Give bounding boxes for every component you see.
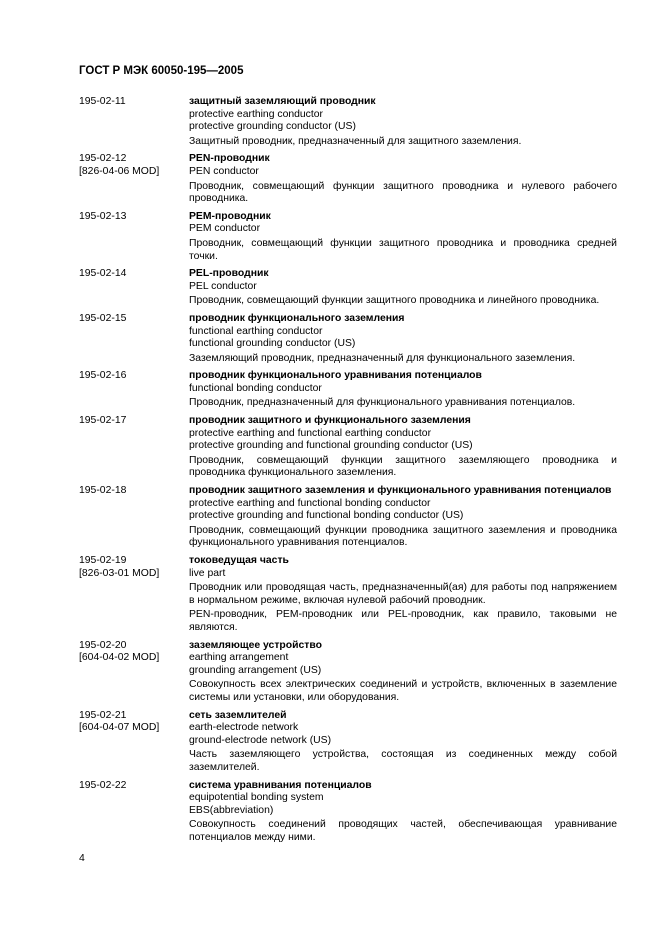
entry-body [189,211,617,263]
term-title: PEL-проводник [189,268,269,280]
entry-number-cell [79,485,189,550]
term-title: система уравнивания потенциалов [189,779,372,791]
entry-body [189,313,617,365]
definition: Проводник, совмещающий функции проводника защитного заземления и проводника функционального уравнивания потенциалов. [189,524,617,549]
term-entry [79,415,617,480]
page-number: 4 [79,853,85,864]
definition: Проводник, совмещающий функции защитного заземляющего проводника и проводника функционального заземления. [189,454,617,479]
entry-number-cell [79,370,189,410]
entry-number: 195-02-12 [79,153,127,165]
term-entry [79,211,617,263]
english-equivalent: protective earthing and functional earthing conductor [189,427,432,439]
english-equivalent: equipotential bonding system [189,792,324,804]
entry-body [189,555,617,635]
definition: PEN-проводник, PEM-проводник или PEL-проводник, как правило, таковыми не являются. [189,609,617,633]
entry-number: 195-02-21 [79,709,127,721]
entry-body [189,415,617,480]
english-equivalent: EBS(abbreviation) [189,804,274,816]
definition: Совокупность всех электрических соединений и устройств, включенных в заземление системы или установки, или оборудования. [189,679,617,703]
term-entry [79,485,617,550]
entry-reference: [826-03-01 MOD] [79,567,160,579]
term-title: PEM-проводник [189,210,271,222]
definition: Часть заземляющего устройства, состоящая из соединенных между собой заземлителей. [189,749,617,773]
entry-number: 195-02-22 [79,779,127,791]
term-entry [79,780,617,845]
term-title: проводник защитного и функционального заземления [189,415,471,427]
entry-reference: [826-04-06 MOD] [79,165,160,177]
entry-reference: [604-04-02 MOD] [79,652,160,664]
definition: Проводник, совмещающий функции защитного проводника и нулевого рабочего проводника. [189,180,617,205]
term-entry [79,710,617,775]
definition: Совокупность соединений проводящих частей, обеспечивающая уравнивание потенциалов между ними. [189,819,617,843]
term-entry [79,370,617,410]
entry-number-cell [79,780,189,845]
entry-body [189,268,617,308]
english-equivalent: protective grounding and functional grounding conductor (US) [189,440,473,452]
entry-number-cell [79,313,189,365]
term-title: заземляющее устройство [189,639,322,651]
entry-body [189,96,617,148]
entry-number: 195-02-19 [79,555,127,566]
term-title: проводник функционального уравнивания потенциалов [189,370,482,382]
entry-number-cell [79,268,189,308]
english-equivalent: functional grounding conductor (US) [189,338,356,350]
term-title: PEN-проводник [189,153,270,165]
entry-body [189,485,617,550]
term-entry [79,96,617,148]
entry-number: 195-02-13 [79,210,127,222]
term-title: сеть заземлителей [189,709,287,721]
definition: Проводник, совмещающий функции защитного проводника и проводника средней точки. [189,237,617,262]
entry-number-cell [79,415,189,480]
entry-number-cell [79,710,189,775]
entry-number: 195-02-20 [79,639,127,651]
english-equivalent: functional earthing conductor [189,325,323,337]
english-equivalent: protective grounding conductor (US) [189,121,356,133]
entry-number: 195-02-15 [79,312,127,324]
entry-number-cell [79,555,189,635]
term-title: проводник защитного заземления и функционального уравнивания потенциалов [189,485,612,497]
entry-number: 195-02-11 [79,96,126,107]
english-equivalent: ground-electrode network (US) [189,734,332,746]
english-equivalent: protective earthing and functional bonding conductor [189,497,431,509]
entry-body [189,640,617,705]
entry-number: 195-02-16 [79,370,127,382]
term-entry [79,640,617,705]
entry-number-cell [79,96,189,148]
definition: Проводник или проводящая часть, предназначенный(ая) для работы под напряжением в нормальном режиме, включая нулевой рабочий проводник. [189,582,617,606]
term-entry [79,268,617,308]
entry-body [189,780,617,845]
entry-body [189,370,617,410]
term-title: токоведущая часть [189,555,289,566]
entry-number: 195-02-18 [79,485,127,497]
entry-number-cell [79,153,189,205]
definition: Защитный проводник, предназначенный для защитного заземления. [189,135,522,147]
entry-body [189,153,617,205]
entry-reference: [604-04-07 MOD] [79,722,160,734]
english-equivalent: earth-electrode network [189,722,299,734]
english-equivalent: grounding arrangement (US) [189,664,322,676]
term-entries [79,96,617,849]
english-equivalent: PEM conductor [189,223,261,235]
definition: Проводник, предназначенный для функционального уравнивания потенциалов. [189,397,576,409]
term-entry [79,555,617,635]
entry-number: 195-02-14 [79,268,127,280]
document-header: ГОСТ Р МЭК 60050-195—2005 [79,65,244,77]
entry-number-cell [79,211,189,263]
english-equivalent: protective grounding and functional bonding conductor (US) [189,510,464,522]
term-entry [79,153,617,205]
english-equivalent: protective earthing conductor [189,108,324,120]
entry-body [189,710,617,775]
english-equivalent: PEN conductor [189,165,259,177]
definition: Заземляющий проводник, предназначенный для функционального заземления. [189,352,576,364]
english-equivalent: earthing arrangement [189,652,289,664]
english-equivalent: live part [189,567,226,579]
entry-number-cell [79,640,189,705]
term-title: проводник функционального заземления [189,312,405,324]
entry-number: 195-02-17 [79,415,127,427]
term-entry [79,313,617,365]
definition: Проводник, совмещающий функции защитного проводника и линейного проводника. [189,295,600,307]
english-equivalent: PEL conductor [189,280,257,292]
english-equivalent: functional bonding conductor [189,382,322,394]
term-title: защитный заземляющий проводник [189,96,376,107]
